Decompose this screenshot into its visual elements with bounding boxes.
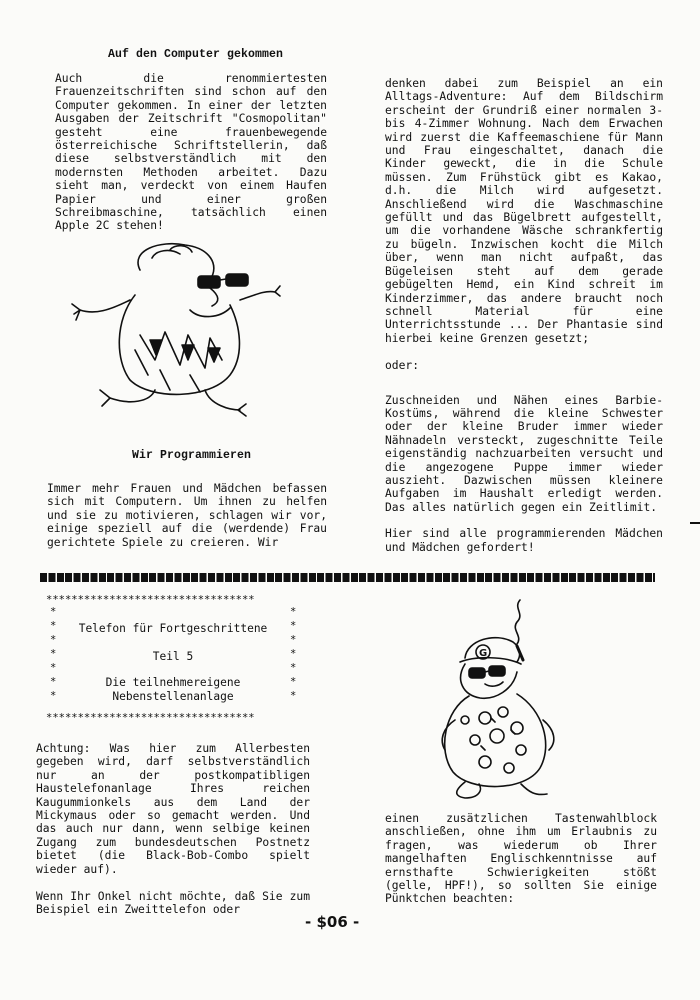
box-topic-line2: Nebenstellenanlage: [112, 690, 234, 703]
paragraph: Hier sind alle programmierenden Mädchen und Mädchen gefordert!: [385, 527, 663, 554]
article-body-programmieren-left: [47, 482, 327, 549]
paragraph: oder:: [385, 359, 420, 373]
article-body-telefon-right: [385, 812, 657, 906]
star: *: [50, 634, 57, 646]
article-title-programmieren: Wir Programmieren: [132, 449, 252, 462]
article-title-computer: Auf den Computer gekommen: [108, 48, 284, 61]
paragraph: Achtung: Was hier zum Allerbesten gegeben wird, darf selbstverständlich nur an der postkompatibligen Haustelefonanlage Ihres reichen Kaugummionkels aus dem Land der Mickymaus oder so gemacht werden. Und das auch nur dann, wenn selbige keinen Zugang zum bundesdeutschen Postnetz bietet (die Black-Bob-Combo spielt wieder auf).: [36, 742, 310, 876]
star: *: [290, 676, 297, 688]
paragraph: einen zusätzlichen Tastenwahlblock anschließen, ohne ihm um Erlaubnis zu fragen, was wiederum ob Ihrer mangelhaften Englischkenntnisse auf ernsthafte Schwierigkeiten stößt (gelle, HPF!), so sollten Sie einige Pünktchen beachten:: [385, 812, 657, 906]
box-topic-line1: Die teilnehmereigene: [105, 676, 241, 689]
star: *: [290, 634, 297, 646]
star: *: [50, 676, 57, 688]
paragraph: denken dabei zum Beispiel an ein Alltags-Adventure: Auf dem Bildschirm erscheint der Grundriß einer normalen 3- bis 4-Zimmer Wohnung. Nach dem Erwachen wird zuerst die Kaffeemaschiene für Mann und Frau eingeschaltet, danach die Kinder geweckt, die in die Schule müssen. Zum Frühstück gibt es Kakao, d.h. die Milch wird aufgesetzt. Anschließend wird die Waschmaschine gefüllt und das Bügelbrett aufgestellt, um die vorhandene Wäsche schrankfertig zu bügeln. Inzwischen kocht die Milch über, wenn man nicht aufpaßt, das Bügeleisen steht auf dem gerade gebügelten Hemd, ein Kind schreit im Kinderzimmer, das andere braucht noch schnell Material für eine Unterrichtsstunde ... Der Phantasie sind hierbei keine Grenzen gesetzt;: [385, 77, 663, 345]
star: *: [50, 662, 57, 674]
paragraph: Auch die renommiertesten Frauenzeitschriften sind schon auf den Computer gekommen. In einer der letzten Ausgaben der Zeitschrift "Cosmopolitan" gesteht eine frauenbewegende österreichische Schriftstellerin, daß diese selbstverständlich mit den modernsten Methoden arbeitet. Dazu sieht man, verdeckt von einem Haufen Papier und einer großen Schreibmaschine, tatsächlich einen Apple 2C stehen!: [55, 72, 327, 233]
article-body-telefon-left: [36, 742, 310, 917]
box-border-top: *********************************: [46, 594, 255, 606]
box-subtitle: Teil 5: [152, 650, 194, 663]
star: *: [290, 606, 297, 618]
paragraph: Wenn Ihr Onkel nicht möchte, daß Sie zum Beispiel ein Zweittelefon oder: [36, 890, 310, 917]
cartoon-smoker-cap: [425, 600, 585, 800]
star: *: [290, 690, 297, 702]
star: *: [50, 606, 57, 618]
star: *: [50, 690, 57, 702]
box-border-bottom: *********************************: [46, 712, 255, 724]
cartoon-woman-sunglasses: [70, 240, 280, 420]
star: *: [50, 620, 57, 632]
star: *: [290, 662, 297, 674]
cap-letter: G: [479, 648, 488, 659]
box-title: Telefon für Fortgeschrittene: [78, 622, 268, 635]
margin-mark: [690, 522, 700, 524]
paragraph: Zuschneiden und Nähen eines Barbie-Kostüms, während die kleine Schwester oder der kleine Bruder immer wieder Nähnadeln versteckt, zugeschnitte Teile eigenständig nachzuarbeiten versucht und die angezogene Puppe immer wieder auszieht. Dazwischen müssen kleinere Aufgaben im Haushalt erledigt werden. Das alles natürlich gegen ein Zeitlimit.: [385, 393, 663, 514]
article-body-computer: [55, 72, 327, 233]
section-divider: [40, 573, 655, 582]
star: *: [290, 620, 297, 632]
paragraph: Immer mehr Frauen und Mädchen befassen sich mit Computern. Um ihnen zu helfen und sie zu motivieren, schlagen wir vor, einige speziell auf die (werdende) Frau gerichtete Spiele zu creieren. Wir: [47, 482, 327, 549]
box-border-right: [290, 606, 300, 704]
star: *: [290, 648, 297, 660]
star: *: [50, 648, 57, 660]
box-border-left: [50, 606, 60, 704]
article-body-programmieren-right: [385, 77, 663, 554]
page-number: - $06 -: [305, 913, 360, 931]
